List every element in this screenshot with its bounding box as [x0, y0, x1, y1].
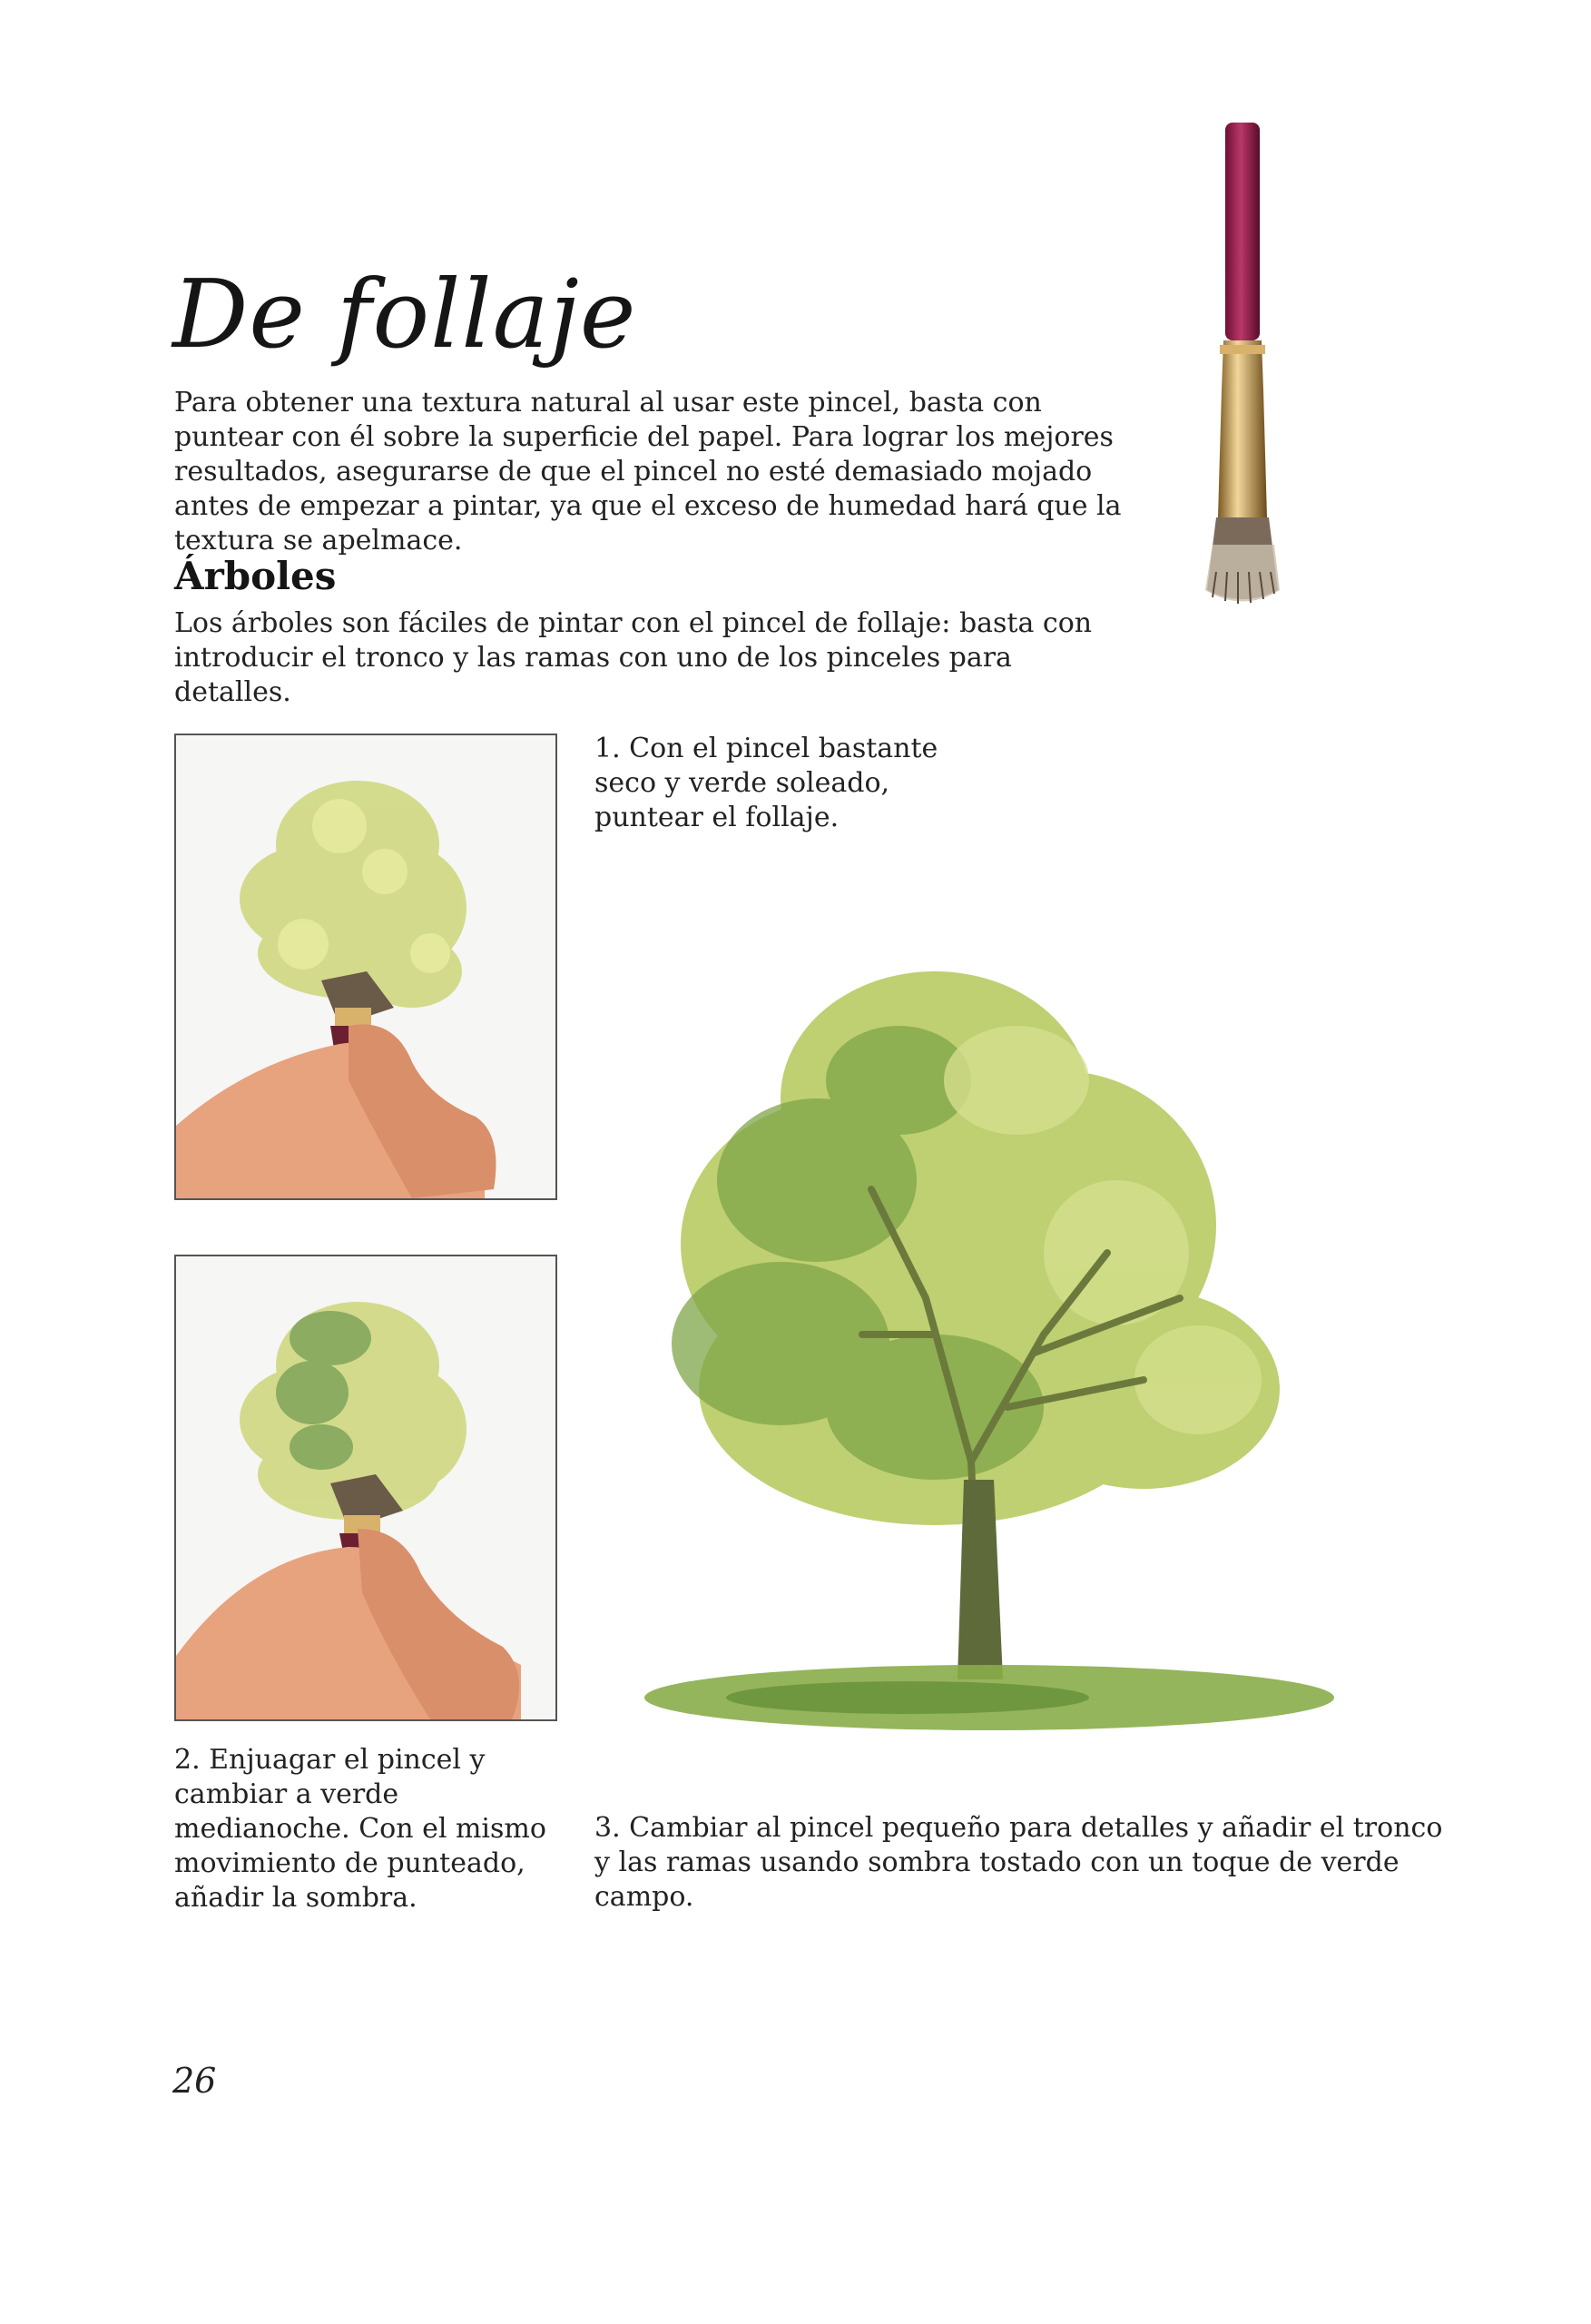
- page-title: De follaje: [172, 259, 637, 369]
- finished-tree-illustration: [635, 953, 1343, 1770]
- foliage-brush-illustration: [1180, 118, 1307, 645]
- step2-photo: [174, 1255, 557, 1721]
- step2-caption: 2. Enjuagar el pincel y cambiar a verde medianoche. Con el mismo movimiento de punteado, añadir la sombra.: [174, 1744, 546, 1914]
- page-number: 26: [172, 2061, 217, 2101]
- step3-caption: 3. Cambiar al pincel pequeño para detalles y añadir el tronco y las ramas usando sombra tostado con un toque de verde campo.: [594, 1812, 1443, 1913]
- section-paragraph: Los árboles son fáciles de pintar con el pincel de follaje: basta con introducir el tronco y las ramas con uno de los pinceles para detalles.: [174, 607, 1093, 708]
- step1-caption: 1. Con el pincel bastante seco y verde soleado, puntear el follaje.: [594, 733, 938, 833]
- step1-photo: [174, 734, 557, 1200]
- section-heading: Árboles: [174, 554, 337, 598]
- intro-paragraph: Para obtener una textura natural al usar este pincel, basta con puntear con él sobre la superficie del papel. Para lograr los mejores resultados, asegurarse de que el pincel no esté demasiado mojado antes de empezar a pintar, ya que el exceso de humedad hará que la textura se apelmace.: [174, 387, 1122, 556]
